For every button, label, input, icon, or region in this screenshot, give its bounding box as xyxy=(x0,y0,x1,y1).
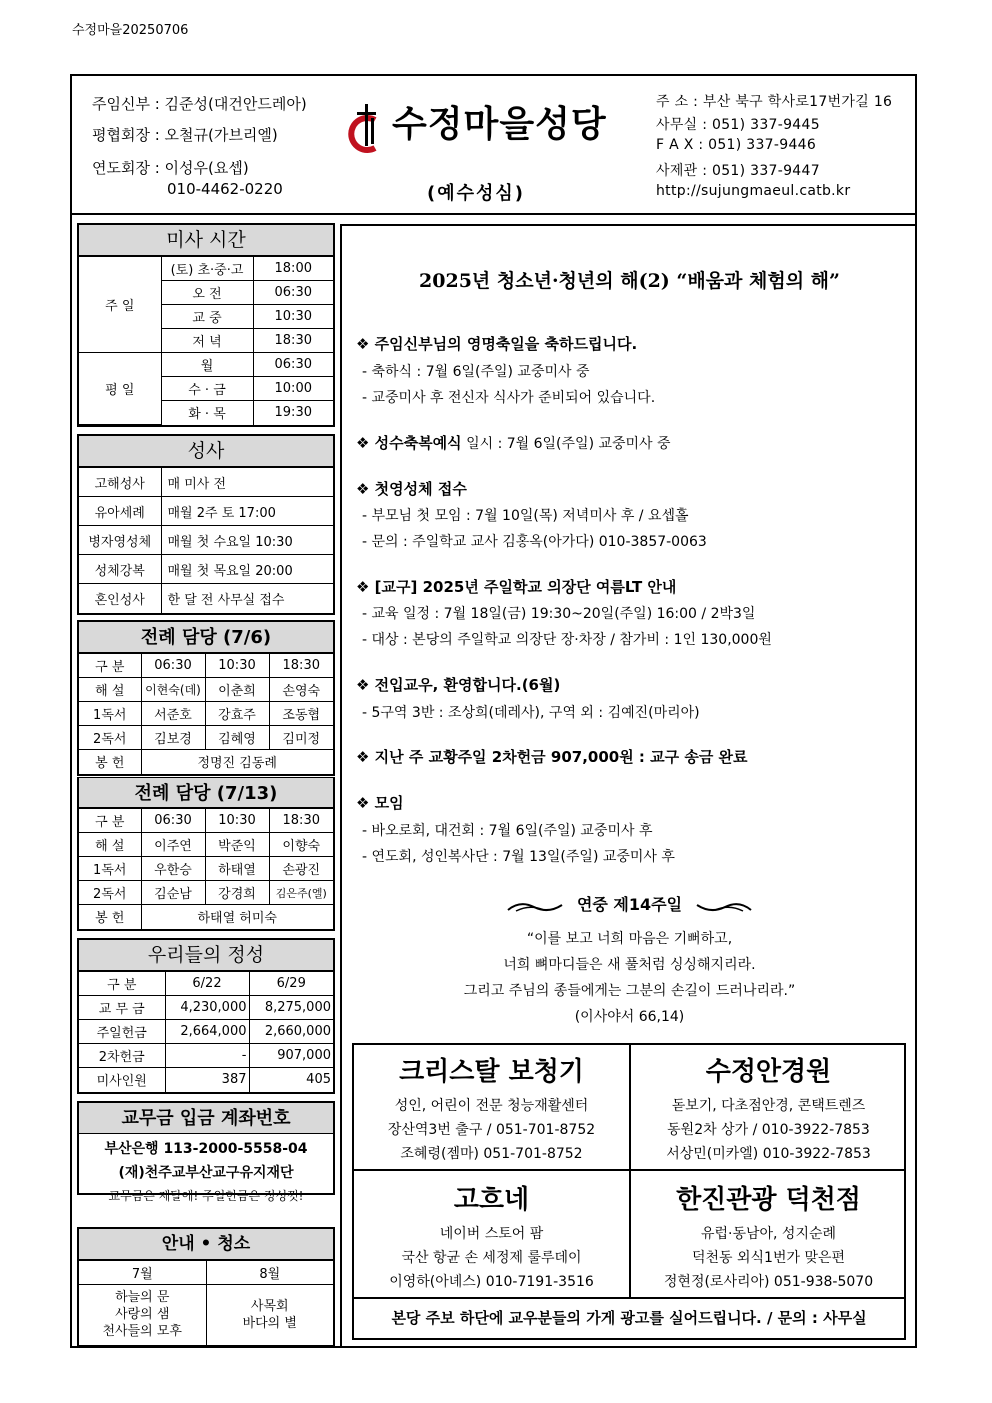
ad-line: 돋보기, 다초점안경, 콘택트렌즈 xyxy=(671,1098,866,1114)
table-cell: 강효주 xyxy=(205,702,269,726)
row-label: 미사인원 xyxy=(79,1068,165,1092)
group-name: 사목회 xyxy=(250,1298,289,1314)
offering-box xyxy=(77,938,335,1094)
table-row xyxy=(79,555,333,584)
mass-time: 18:00 xyxy=(253,257,333,281)
notice-heading xyxy=(356,746,748,767)
table-cell: 강경희 xyxy=(205,881,269,905)
ad-name: 고흐네 xyxy=(453,1185,530,1215)
sacrament-name: 고해성사 xyxy=(79,468,161,497)
notice-detail: - 5구역 3반 : 조상희(데레사), 구역 외 : 김예진(마리아) xyxy=(362,705,700,721)
table-cell: 손영숙 xyxy=(269,678,333,702)
ad-line: 서상민(미카엘) 010-3922-7853 xyxy=(666,1146,871,1162)
council-info: 평협회장 : 오철규(가브리엘) xyxy=(92,126,278,144)
ad-travel xyxy=(631,1179,906,1294)
office-phone: 사무실 : 051) 337-9445 xyxy=(656,117,820,133)
amount-cell: 2,660,000 xyxy=(249,1020,333,1044)
table-row xyxy=(79,726,333,750)
mass-time: 06:30 xyxy=(253,281,333,305)
row-label: 주일헌금 xyxy=(79,1020,165,1044)
sacraments-table xyxy=(79,467,333,613)
amount-cell: 405 xyxy=(249,1068,333,1092)
liturgy-table-2 xyxy=(79,808,333,929)
ad-store xyxy=(354,1179,629,1294)
notice-head-text: ❖ 첫영성체 접수 xyxy=(356,480,467,498)
table-cell: 이주연 xyxy=(141,833,205,857)
table-cell: 김은주(엘) xyxy=(269,881,333,905)
sacraments-box xyxy=(77,434,335,615)
church-subtitle: (예수성심) xyxy=(427,183,526,204)
cleaning-title: 안내 • 청소 xyxy=(79,1229,333,1260)
church-emblem-icon xyxy=(345,96,389,160)
amount-cell: 2,664,000 xyxy=(165,1020,249,1044)
column-header: 6/22 xyxy=(165,972,249,996)
role-label: 봉 헌 xyxy=(79,750,141,774)
group-name: 바다의 별 xyxy=(242,1315,297,1331)
mass-time: 10:30 xyxy=(253,305,333,329)
table-row xyxy=(79,905,333,929)
table-cell: 박준익 xyxy=(205,833,269,857)
ad-name: 수정안경원 xyxy=(705,1057,832,1087)
table-cell: 서준호 xyxy=(141,702,205,726)
mass-name: 수 · 금 xyxy=(161,377,253,401)
account-note: 교무금은 제달에! 주일헌금은 정성껏! xyxy=(108,1189,304,1203)
ad-hearing-aid xyxy=(354,1051,629,1166)
verse-line: 그리고 주님의 종들에게는 그분의 손길이 드러나리라.” xyxy=(463,983,796,999)
liturgy-title-1: 전례 담당 (7/6) xyxy=(79,622,333,653)
account-title: 교무금 입금 계좌번호 xyxy=(79,1103,333,1134)
table-cell: 김순남 xyxy=(141,881,205,905)
ads-divider-horizontal xyxy=(354,1169,904,1171)
mass-name: 오 전 xyxy=(161,281,253,305)
table-row xyxy=(79,881,333,905)
table-row xyxy=(79,526,333,555)
table-row xyxy=(79,750,333,774)
sunday-title: 연중 제14주일 xyxy=(576,895,683,914)
column-header: 06:30 xyxy=(141,654,205,678)
bulletin-frame xyxy=(70,74,917,1348)
sacrament-value: 매월 첫 수요일 10:30 xyxy=(161,526,333,555)
ad-line: 성인, 어린이 전문 청능재활센터 xyxy=(394,1098,589,1114)
column-header: 10:30 xyxy=(205,809,269,833)
notice-detail: - 교중미사 후 전신자 식사가 준비되어 있습니다. xyxy=(362,390,656,406)
column-header: 10:30 xyxy=(205,654,269,678)
church-logo xyxy=(345,90,645,160)
ad-line: 정현정(로사리아) 051-938-5070 xyxy=(663,1274,874,1290)
document-id: 수정마을20250706 xyxy=(72,23,189,38)
table-row xyxy=(79,1261,333,1285)
notice-head-text: ❖ 성수축복예식 xyxy=(356,434,462,452)
offering-names: 하태열 허미숙 xyxy=(141,905,333,929)
sacrament-value: 매 미사 전 xyxy=(161,468,333,497)
column-header: 구 분 xyxy=(79,654,141,678)
role-label: 2독서 xyxy=(79,881,141,905)
table-cell: 우한승 xyxy=(141,857,205,881)
mass-time: 10:00 xyxy=(253,377,333,401)
column-header: 18:30 xyxy=(269,654,333,678)
notice-detail: - 부모님 첫 모임 : 7월 10일(목) 저녁미사 후 / 요셉홀 xyxy=(362,508,689,524)
fax: F A X : 051) 337-9446 xyxy=(656,137,817,153)
address: 주 소 : 부산 북구 학사로17번가길 16 xyxy=(656,94,893,110)
notice-head-text: ❖ 전입교우, 환영합니다.(6월) xyxy=(356,676,561,694)
church-name: 수정마을성당 xyxy=(392,104,607,145)
group-name: 천사들의 모후 xyxy=(102,1324,182,1340)
table-row xyxy=(79,497,333,526)
mass-name: 교 중 xyxy=(161,305,253,329)
youth-phone: 010-4462-0220 xyxy=(167,180,283,198)
mass-times-title: 미사 시간 xyxy=(79,225,333,256)
notice-head-text: ❖ 모임 xyxy=(356,794,404,812)
notice-head-text: ❖ 지난 주 교황주일 2차헌금 907,000원 : 교구 송금 완료 xyxy=(356,748,748,766)
amount-cell: 4,230,000 xyxy=(165,996,249,1020)
ad-line: 장산역3번 출구 / 051-701-8752 xyxy=(387,1122,596,1138)
row-label: 교 무 금 xyxy=(79,996,165,1020)
table-cell: 이춘희 xyxy=(205,678,269,702)
column-header: 06:30 xyxy=(141,809,205,833)
notice-heading xyxy=(356,674,560,695)
sacrament-name: 병자영성체 xyxy=(79,526,161,555)
ad-name: 크리스탈 보청기 xyxy=(399,1057,584,1087)
sacrament-name: 성체강복 xyxy=(79,555,161,584)
ad-line: 유럽·동남아, 성지순례 xyxy=(700,1226,837,1242)
mass-name: 화 · 목 xyxy=(161,401,253,425)
notice-heading xyxy=(356,432,671,453)
role-label: 해 설 xyxy=(79,678,141,702)
liturgy-box-2 xyxy=(77,777,335,931)
liturgy-box-1 xyxy=(77,620,335,776)
table-row xyxy=(79,1020,333,1044)
offering-table xyxy=(79,971,333,1092)
account-box xyxy=(77,1101,335,1203)
column-header: 18:30 xyxy=(269,809,333,833)
pastor-info: 주임신부 : 김준성(대건안드레아) xyxy=(92,95,307,113)
main-content xyxy=(340,224,917,1347)
weekday-label: 평 일 xyxy=(79,353,161,425)
ad-line: 이영하(아녜스) 010-7191-3516 xyxy=(389,1274,594,1290)
notice-detail: - 대상 : 본당의 주일학교 의장단 장·차장 / 참가비 : 1인 130,000원 xyxy=(362,632,772,648)
role-label: 1독서 xyxy=(79,702,141,726)
table-row xyxy=(79,353,333,377)
verse-line: 너희 뼈마디들은 새 풀처럼 싱싱해지리라. xyxy=(503,957,756,973)
notice-detail: - 바오로회, 대건회 : 7월 6일(주일) 교중미사 후 xyxy=(362,823,653,839)
table-row xyxy=(79,996,333,1020)
mass-name: 월 xyxy=(161,353,253,377)
table-row xyxy=(79,833,333,857)
ad-line: 국산 항균 손 세정제 룰루데이 xyxy=(401,1250,582,1266)
notice-detail: - 연도회, 성인복사단 : 7월 13일(주일) 교중미사 후 xyxy=(362,849,675,865)
notice-detail: - 문의 : 주일학교 교사 김홍옥(아가다) 010-3857-0063 xyxy=(362,534,707,550)
verse-line: “이를 보고 너희 마음은 기뻐하고, xyxy=(526,931,733,947)
table-row xyxy=(79,1068,333,1092)
liturgy-title-2: 전례 담당 (7/13) xyxy=(79,777,333,808)
notice-detail: - 교육 일정 : 7월 18일(금) 19:30~20일(주일) 16:00 / 2박3일 xyxy=(362,606,756,622)
august-groups xyxy=(206,1285,333,1345)
header xyxy=(72,76,915,215)
ornament-right-icon xyxy=(695,899,753,913)
sacrament-value: 한 달 전 사무실 접수 xyxy=(161,584,333,613)
offering-names: 정명진 김동례 xyxy=(141,750,333,774)
table-row xyxy=(79,468,333,497)
mass-times-box xyxy=(77,223,335,427)
ad-optician xyxy=(631,1051,906,1166)
table-row xyxy=(79,972,333,996)
row-label: 2차헌금 xyxy=(79,1044,165,1068)
ad-line: 동원2차 상가 / 010-3922-7853 xyxy=(667,1122,870,1138)
notice-detail: - 축하식 : 7월 6일(주일) 교중미사 중 xyxy=(362,364,590,380)
role-label: 봉 헌 xyxy=(79,905,141,929)
table-cell: 이현숙(데) xyxy=(141,678,205,702)
notice-heading xyxy=(356,478,467,499)
mass-time: 18:30 xyxy=(253,329,333,353)
column-header: 구 분 xyxy=(79,972,165,996)
cleaning-box xyxy=(77,1227,335,1347)
account-holder: (재)천주교부산교구유지재단 xyxy=(118,1165,294,1181)
table-row xyxy=(79,257,333,281)
table-row xyxy=(79,702,333,726)
notice-inline-detail: 일시 : 7월 6일(주일) 교중미사 중 xyxy=(461,436,671,452)
sacrament-name: 유아세례 xyxy=(79,497,161,526)
amount-cell: 387 xyxy=(165,1068,249,1092)
amount-cell: 907,000 xyxy=(249,1044,333,1068)
cleaning-table xyxy=(79,1260,333,1345)
group-name: 하늘의 문 xyxy=(115,1290,170,1306)
bank-account: 부산은행 113-2000-5558-04 xyxy=(104,1141,308,1157)
ads-box xyxy=(352,1043,906,1340)
youth-info: 연도회장 : 이성우(요셉) xyxy=(92,159,249,177)
sunday-title-row xyxy=(342,892,917,915)
mass-name: 저 녁 xyxy=(161,329,253,353)
mass-times-table xyxy=(79,256,333,425)
table-cell: 김미정 xyxy=(269,726,333,750)
mass-name: (토) 초·중·고 xyxy=(161,257,253,281)
amount-cell: - xyxy=(165,1044,249,1068)
ad-line: 네이버 스토어 팜 xyxy=(439,1226,544,1242)
group-name: 사랑의 샘 xyxy=(115,1307,170,1323)
sunday-label: 주 일 xyxy=(79,257,161,353)
ad-line: 조혜령(젬마) 051-701-8752 xyxy=(400,1146,583,1162)
column-header: 구 분 xyxy=(79,809,141,833)
july-groups xyxy=(79,1285,206,1345)
ornament-left-icon xyxy=(506,899,564,913)
liturgy-table-1 xyxy=(79,653,333,774)
month-header: 8월 xyxy=(206,1261,333,1285)
table-row xyxy=(79,584,333,613)
table-cell: 조동협 xyxy=(269,702,333,726)
ad-name: 한진관광 덕천점 xyxy=(676,1185,861,1215)
table-row xyxy=(79,809,333,833)
column-header: 6/29 xyxy=(249,972,333,996)
table-cell: 김혜영 xyxy=(205,726,269,750)
ad-notice: 본당 주보 하단에 교우분들의 가게 광고를 실어드립니다. / 문의 : 사무실 xyxy=(354,1297,904,1337)
notice-head-text: ❖ 주임신부님의 영명축일을 축하드립니다. xyxy=(356,335,638,353)
table-row xyxy=(79,654,333,678)
notice-heading xyxy=(356,333,637,354)
ad-line: 덕천동 외식1번가 맞은편 xyxy=(691,1250,846,1266)
table-cell: 하태열 xyxy=(205,857,269,881)
table-cell: 손광진 xyxy=(269,857,333,881)
notice-head-text: ❖ [교구] 2025년 주일학교 의장단 여름LT 안내 xyxy=(356,578,677,596)
table-row xyxy=(79,857,333,881)
sacrament-name: 혼인성사 xyxy=(79,584,161,613)
notice-heading xyxy=(356,576,676,597)
sacrament-value: 매월 2주 토 17:00 xyxy=(161,497,333,526)
table-cell: 이향숙 xyxy=(269,833,333,857)
sacrament-value: 매월 첫 목요일 20:00 xyxy=(161,555,333,584)
sacraments-title: 성사 xyxy=(79,436,333,467)
role-label: 2독서 xyxy=(79,726,141,750)
amount-cell: 8,275,000 xyxy=(249,996,333,1020)
rectory-phone: 사제관 : 051) 337-9447 xyxy=(656,163,820,179)
month-header: 7월 xyxy=(79,1261,206,1285)
table-row xyxy=(79,678,333,702)
mass-time: 19:30 xyxy=(253,401,333,425)
notice-heading xyxy=(356,792,404,813)
verse-reference: (이사야서 66,14) xyxy=(574,1009,685,1025)
role-label: 해 설 xyxy=(79,833,141,857)
website-link[interactable]: http://sujungmaeul.catb.kr xyxy=(656,183,851,199)
table-row xyxy=(79,1285,333,1345)
main-title: 2025년 청소년·청년의 해(2) “배움과 체험의 해” xyxy=(419,270,840,292)
role-label: 1독서 xyxy=(79,857,141,881)
mass-time: 06:30 xyxy=(253,353,333,377)
offering-title: 우리들의 정성 xyxy=(79,940,333,971)
table-row xyxy=(79,1044,333,1068)
table-cell: 김보경 xyxy=(141,726,205,750)
